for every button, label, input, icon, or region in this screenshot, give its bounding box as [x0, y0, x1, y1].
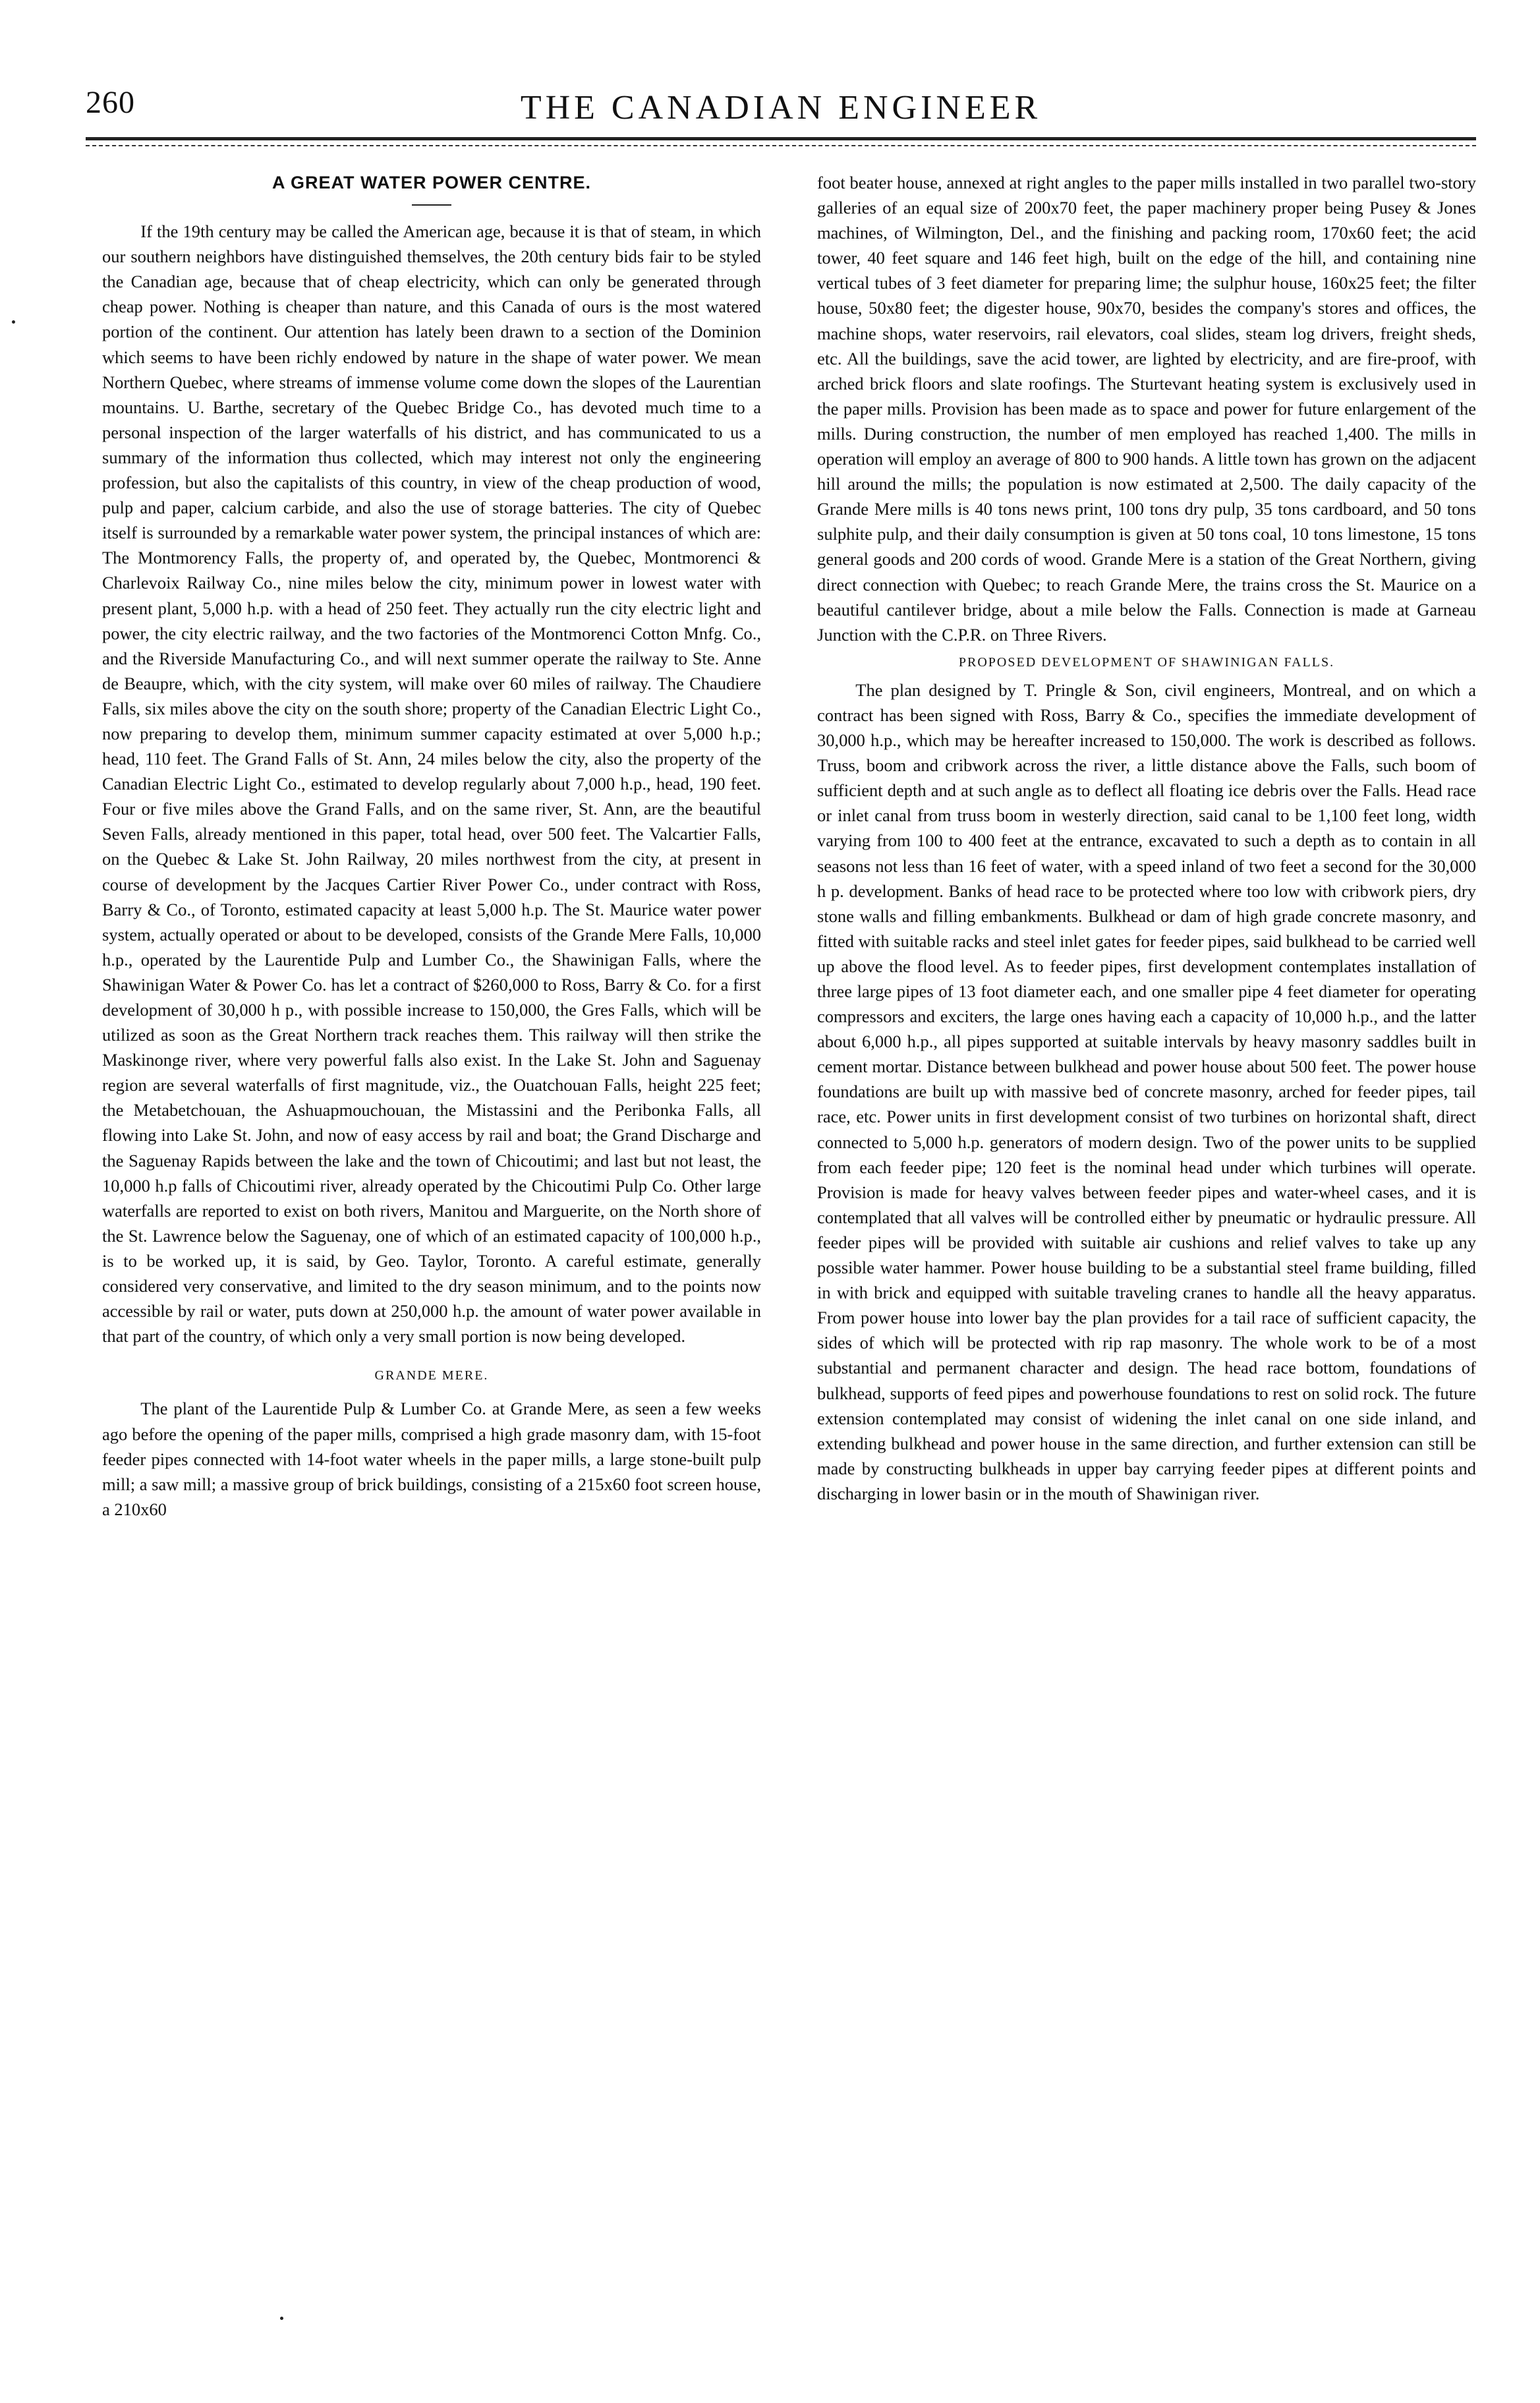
page-number: 260	[86, 85, 135, 120]
page-header	[86, 84, 1476, 144]
paragraph-grande-mere: The plant of the Laurentide Pulp & Lumber Co. at Grande Mere, as seen a few weeks ago before the opening of the paper mills, comprised a high grade masonry dam, with 15-foot feeder pipes connected with 14-foot water wheels in the paper mills, a large stone-built pulp mill; a saw mill; a massive group of brick buildings, consisting of a 215x60 foot screen house, a 210x60	[102, 1399, 761, 1519]
paragraph-intro: If the 19th century may be called the American age, because it is that of steam, in which our southern neighbors have distinguished themselves, the 20th century bids fair to be styled the Canadian age, because that of cheap electricity, which can only be generated through cheap power. Nothing is cheaper than nature, and this Canada of ours is the most watered portion of the continent. Our attention has lately been drawn to a section of the Dominion which seems to have been richly endowed by nature in the shape of water power. We mean Northern Quebec, where streams of immense volume come down the slopes of the Laurentian mountains. U. Barthe, secretary of the Quebec Bridge Co., has devoted much time to a personal inspection of the larger waterfalls of his district, and has communicated to us a summary of the information thus collected, which may interest not only the engineering profession, but also the capitalists of this country, in view of the cheap production of wood, pulp and paper, calcium carbide, and also the use of storage batteries. The city of Quebec itself is surrounded by a remarkable water power system, the principal instances of which are: The Montmorency Falls, the property of, and operated by, the Quebec, Montmorenci & Charlevoix Railway Co., nine miles below the city, minimum power in lowest water with present plant, 5,000 h.p. with a head of 250 feet. They actually run the city electric light and power, the city electric railway, and the two factories of the Montmorenci Cotton Mnfg. Co., and the Riverside Manufacturing Co., and will next summer operate the railway to Ste. Anne de Beaupre, which, with the city system, will make over 60 miles of railway. The Chaudiere Falls, six miles above the city on the south shore; property of the Canadian Electric Light Co., now preparing to develop them, minimum summer capacity estimated at over 5,000 h.p.; head, 110 feet. The Grand Falls of St. Ann, 24 miles below the city, also the property of the Canadian Electric Light Co., estimated to develop regularly about 7,000 h.p., head, 190 feet. Four or five miles above the Grand Falls, and on the same river, St. Ann, are the beautiful Seven Falls, already mentioned in this paper, total head, over 500 feet. The Valcartier Falls, on the Quebec & Lake St. John Railway, 20 miles northwest from the city, at present in course of development by the Jacques Cartier River Power Co., under contract with Ross, Barry & Co., of Toronto, estimated capacity at least 5,000 h.p. The St. Maurice water power system, actually operated or about to be developed, consists of the Grande Mere Falls, 10,000 h.p., operated by the Laurentide Pulp and Lumber Co., the Shawinigan Falls, where the Shawinigan Water & Power Co. has let a contract of $260,000 to Ross, Barry & Co. for a first development of 30,000 h p., with possible increase to 150,000, the Gres Falls, which will be utilized as soon as the Great Northern track reaches them. This railway will then strike the Maskinonge river, where very powerful falls also exist. In the Lake St. John and Saguenay region are several waterfalls of first magnitude, viz., the Ouatchouan Falls, height 225 feet; the Metabetchouan, the Ashuapmouchouan, the Mistassini and the Peribonka Falls, all flowing into Lake St. John, and now of easy access by rail and boat; the Grand Discharge and the Saguenay Rapids between the lake and the town of Chicoutimi; and last but not least, the 10,000 h.p falls of Chicoutimi river, already operated by the Chicoutimi Pulp Co. Other large waterfalls are reported to exist on both rivers, Manitou and Marguerite, on the North shore of the St. Lawrence below the Saguenay, one of which of an estimated capacity of 100,000 h.p., is to be worked up, it is said, by Geo. Taylor, Toronto. A careful estimate, generally considered very conservative, and limited to the dry season minimum, and to the points now accessible by rail or water, puts down at 250,000 h.p. the amount of water power available in that part of the country, of which only a very small portion is now being developed.	[102, 221, 761, 1346]
header-rule	[86, 137, 1476, 140]
print-speck	[12, 320, 15, 324]
right-column	[817, 170, 1476, 1506]
section-heading-grande-mere: GRANDE MERE.	[374, 1368, 489, 1383]
paragraph-grande-mere-continued: foot beater house, annexed at right angles to the paper mills installed in two parallel two-story galleries of an equal size of 200x70 feet, the paper machinery proper being Pusey & Jones machines, of Wilmington, Del., and the finishing and packing room, 170x60 feet; the acid tower, 40 feet square and 146 feet high, built on the edge of the hill, and containing nine vertical tubes of 3 feet diameter for preparing lime; the sulphur house, 160x25 feet; the filter house, 50x80 feet; the digester house, 90x70, besides the company's stores and offices, the machine shops, water reservoirs, rail elevators, coal slides, steam log drivers, freight sheds, etc. All the buildings, save the acid tower, are lighted by electricity, and are fire-proof, with arched brick floors and slate roofings. The Sturtevant heating system is exclusively used in the paper mills. Provision has been made as to space and power for future enlargement of the mills. During construction, the number of men employed has reached 1,400. The mills in operation will employ an average of 800 to 900 hands. A little town has grown on the adjacent hill around the mills; the population is now estimated at 2,500. The daily capacity of the Grande Mere mills is 40 tons news print, 100 tons dry pulp, 35 tons cardboard, and 50 tons sulphite pulp, and their daily consumption is given at 50 tons coal, 10 tons limestone, 15 tons general goods and 200 cords of wood. Grande Mere is a station of the Great Northern, giving direct connection with Quebec; to reach Grande Mere, the trains cross the St. Maurice on a beautiful cantilever bridge, about a mile below the Falls. Connection is made at Garneau Junction with the C.P.R. on Three Rivers.	[817, 173, 1476, 645]
print-speck	[280, 2317, 283, 2320]
section-heading-shawinigan: PROPOSED DEVELOPMENT OF SHAWINIGAN FALLS.	[958, 654, 1335, 670]
paragraph-shawinigan: The plan designed by T. Pringle & Son, civil engineers, Montreal, and on which a contract has been signed with Ross, Barry & Co., specifies the immediate development of 30,000 h.p., which may be hereafter increased to 150,000. The work is described as follows. Truss, boom and cribwork across the river, a little distance above the Falls, such boom of sufficient depth and at such angle as to deflect all floating ice debris over the Falls. Head race or inlet canal from truss boom in westerly direction, said canal to be 1,100 feet long, width varying from 100 to 400 feet at the entrance, excavated to such a depth as to contain in all seasons not less than 16 feet of water, with a speed inland of two feet a second for the 30,000 h p. development. Banks of head race to be protected where too low with cribwork piers, dry stone walls and filling embankments. Bulkhead or dam of high grade concrete masonry, and fitted with suitable racks and steel inlet gates for feeder pipes, said bulkhead to be carried well up above the flood level. As to feeder pipes, first development contemplates installation of three large pipes of 13 foot diameter each, and one smaller pipe 4 feet diameter for operating compressors and exciters, the large ones having each a capacity of 10,000 h.p., and the latter about 6,000 h.p., all pipes supported at suitable intervals by heavy masonry saddles built in cement mortar. Distance between bulkhead and power house about 500 feet. The power house foundations are built up with massive bed of concrete masonry, arched for feeder pipes, tail race, etc. Power units in first development consist of two turbines on horizontal shaft, direct connected to 5,000 h.p. generators of modern design. Two of the power units to be supplied from each feeder pipe; 120 feet is the nominal head under which turbines will operate. Provision is made for heavy valves between feeder pipes and water-wheel cases, and it is contemplated that all valves will be controlled either by pneumatic or hydraulic pressure. All feeder pipes will be provided with suitable air cushions and relief valves to take up any possible water hammer. Power house building to be a substantial steel frame building, filled in with brick and equipped with suitable traveling cranes to handle all the heavy apparatus. From power house into lower bay the plan provides for a tail race of sufficient capacity, the sides of which will be protected with rip rap masonry. The whole work to be of a most substantial and permanent character and design. The head race bottom, foundations of bulkhead, supports of feed pipes and powerhouse foundations to rest on solid rock. The future extension contemplated may consist of widening the inlet canal on one side inland, and extending bulkhead and power house in the same direction, and further extension can still be made by constructing bulkheads in upper bay carrying feeder pipes at different points and discharging in lower basin or in the mouth of Shawinigan river.	[817, 680, 1477, 1503]
left-column	[102, 170, 761, 1522]
title-divider	[412, 204, 451, 206]
journal-title: THE CANADIAN ENGINEER	[520, 89, 1042, 127]
article-title: A GREAT WATER POWER CENTRE.	[272, 173, 591, 192]
header-rule-dashed	[86, 145, 1476, 146]
